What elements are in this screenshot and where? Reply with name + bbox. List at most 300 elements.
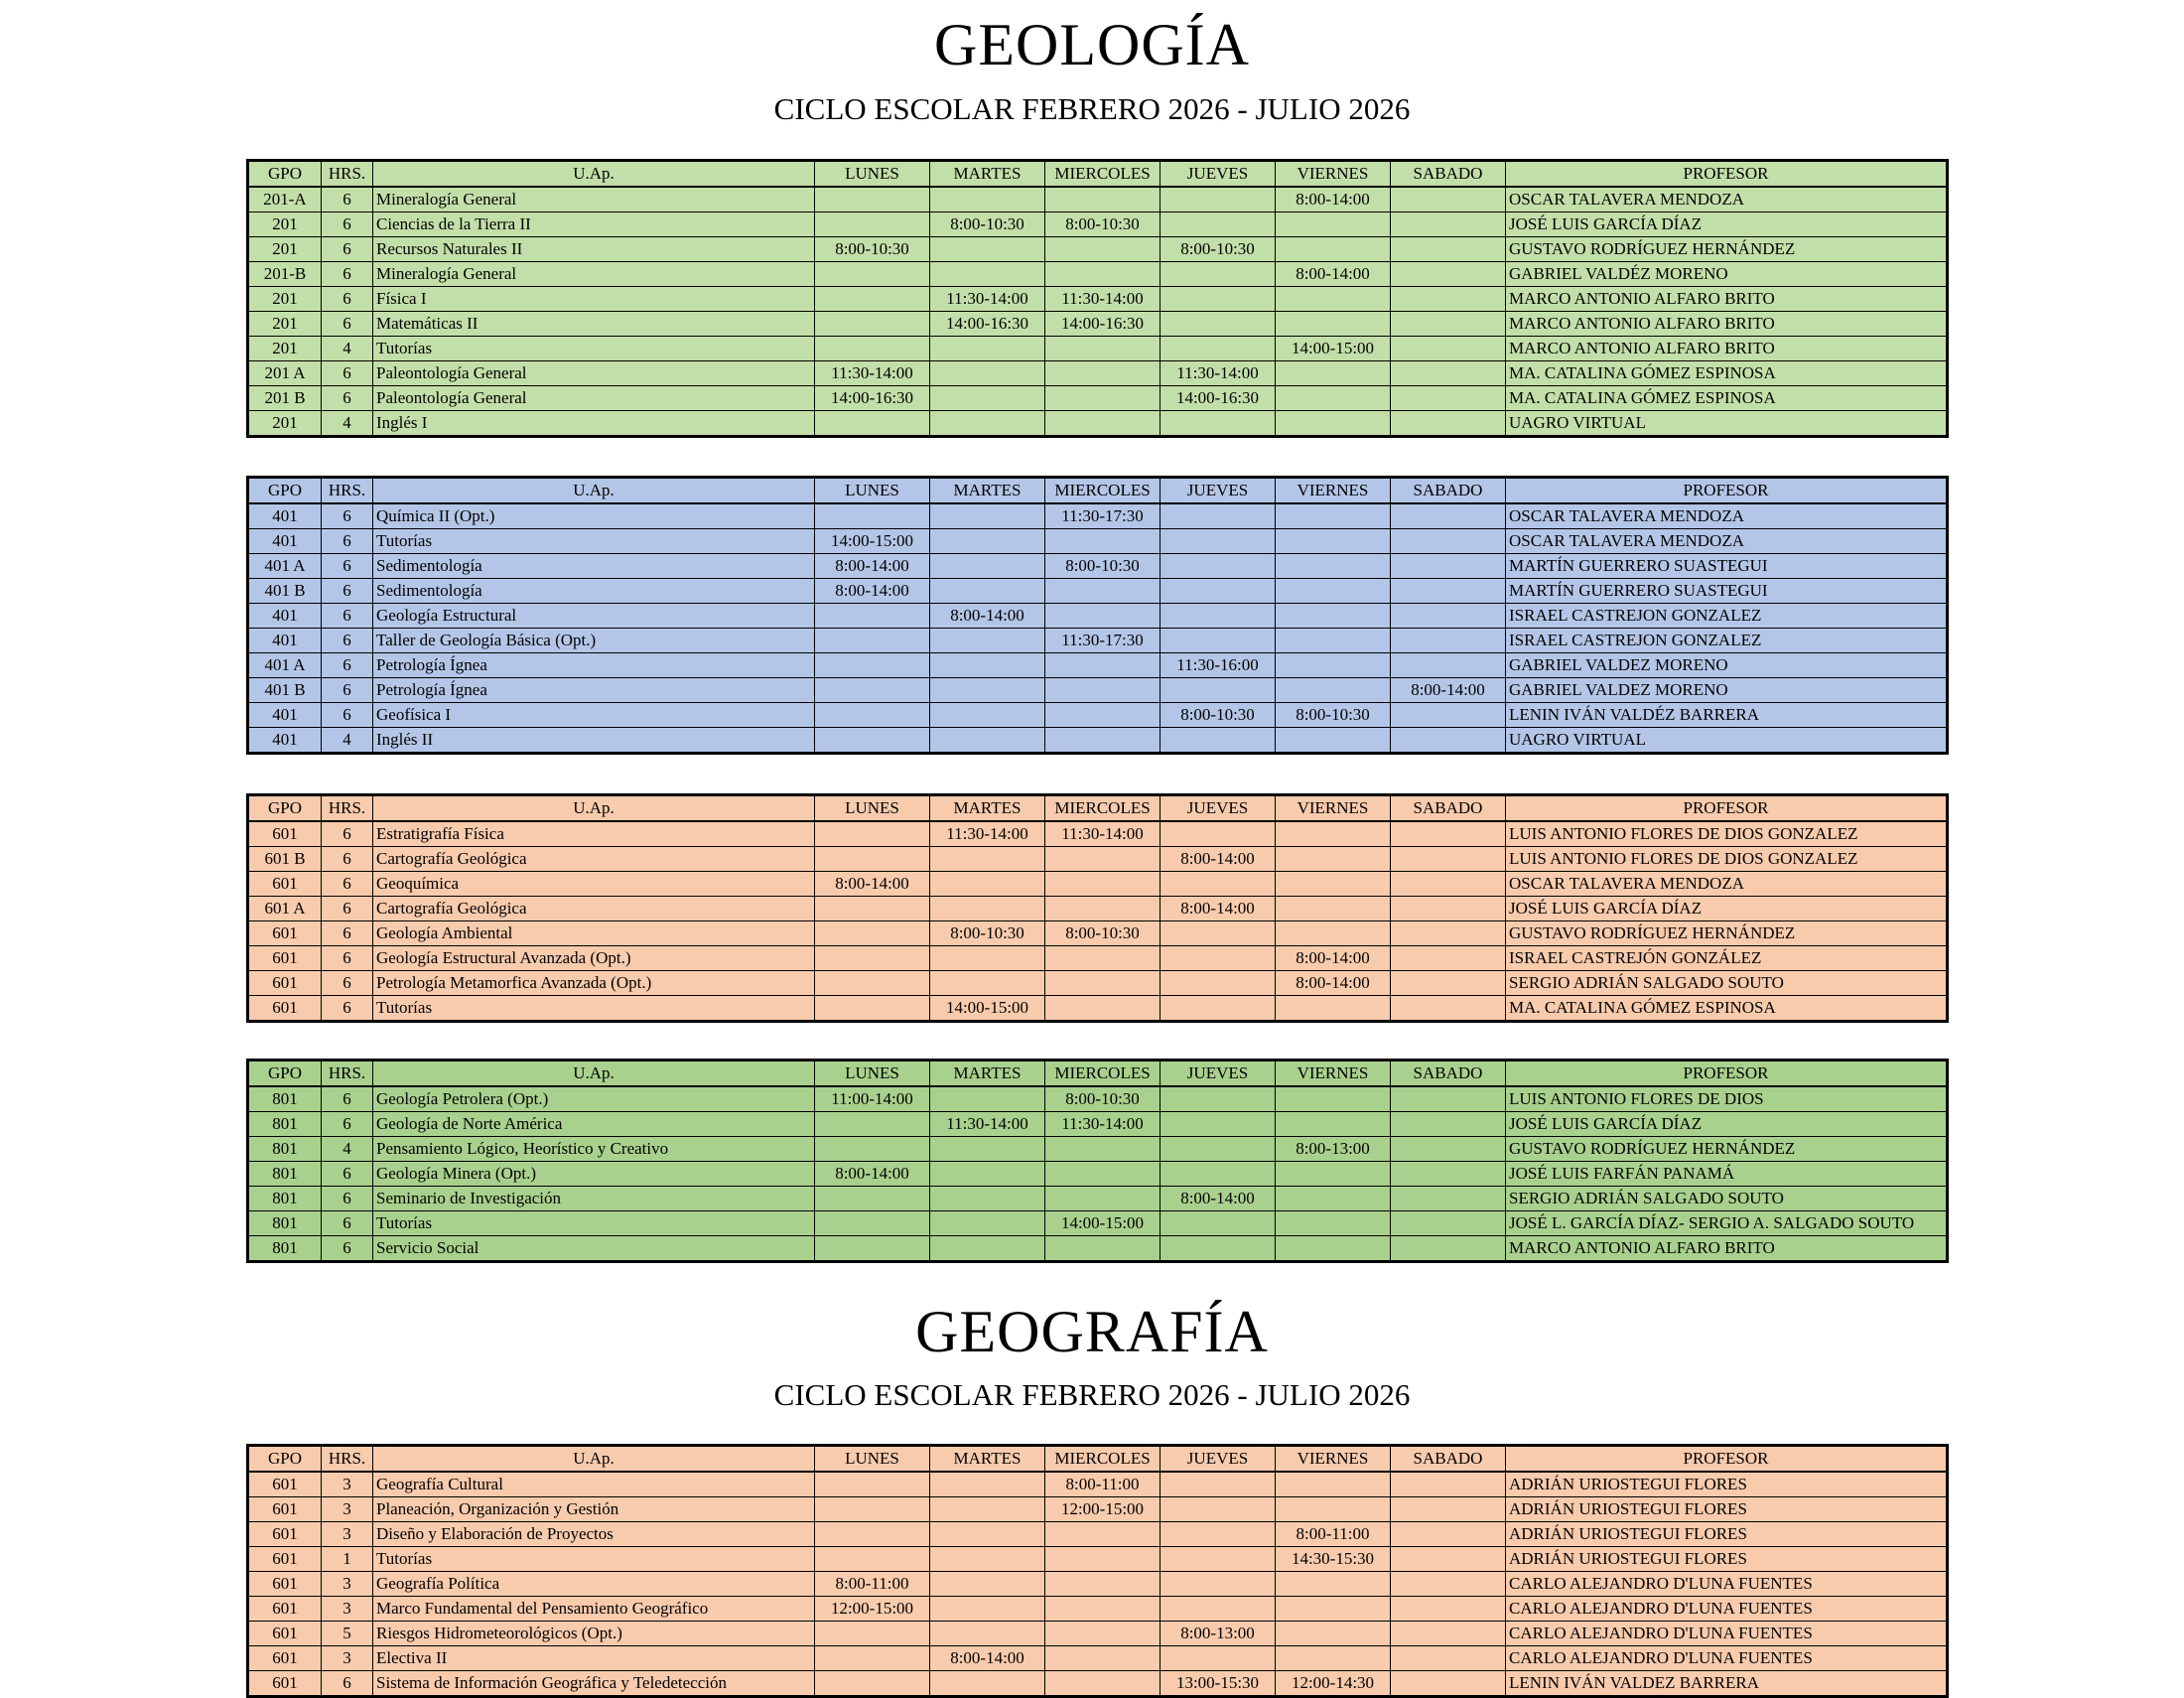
cell-thursday — [1160, 337, 1276, 361]
cell-monday: 8:00-14:00 — [815, 579, 930, 604]
header-row — [248, 795, 1948, 822]
table-row — [248, 287, 1948, 312]
table-row — [248, 1671, 1948, 1697]
cell-professor: OSCAR TALAVERA MENDOZA — [1506, 187, 1948, 212]
cell-friday — [1276, 1236, 1391, 1262]
header-row — [248, 161, 1948, 188]
cell-friday — [1276, 1187, 1391, 1211]
cell-saturday — [1391, 653, 1506, 678]
cell-wednesday — [1045, 1597, 1160, 1622]
cell-hours: 3 — [322, 1472, 373, 1497]
header-friday: VIERNES — [1276, 478, 1391, 504]
table-row — [248, 1597, 1948, 1622]
cell-monday — [815, 1671, 930, 1697]
cell-professor: CARLO ALEJANDRO D'LUNA FUENTES — [1506, 1597, 1948, 1622]
cell-tuesday — [930, 1236, 1045, 1262]
cell-tuesday: 11:30-14:00 — [930, 287, 1045, 312]
cell-tuesday — [930, 503, 1045, 529]
cell-friday — [1276, 1086, 1391, 1112]
cell-tuesday — [930, 386, 1045, 411]
cell-hours: 6 — [322, 212, 373, 237]
cell-wednesday — [1045, 529, 1160, 554]
cell-professor: ISRAEL CASTREJÓN GONZÁLEZ — [1506, 946, 1948, 971]
cell-thursday — [1160, 971, 1276, 996]
header-monday: LUNES — [815, 1446, 930, 1473]
cell-tuesday: 8:00-10:30 — [930, 212, 1045, 237]
cell-saturday — [1391, 921, 1506, 946]
cell-monday: 8:00-14:00 — [815, 1162, 930, 1187]
cell-friday — [1276, 1497, 1391, 1522]
cell-wednesday: 8:00-11:00 — [1045, 1472, 1160, 1497]
cell-hours: 6 — [322, 579, 373, 604]
cell-course: Petrología Ígnea — [373, 678, 815, 703]
cell-hours: 6 — [322, 946, 373, 971]
cell-wednesday — [1045, 262, 1160, 287]
cell-group: 201-B — [248, 262, 322, 287]
cell-tuesday — [930, 1187, 1045, 1211]
cell-thursday: 11:30-16:00 — [1160, 653, 1276, 678]
cell-saturday — [1391, 604, 1506, 629]
cell-thursday — [1160, 411, 1276, 437]
cell-wednesday — [1045, 897, 1160, 921]
header-tuesday: MARTES — [930, 1446, 1045, 1473]
cell-group: 601 B — [248, 847, 322, 872]
cell-saturday — [1391, 629, 1506, 653]
table-row — [248, 996, 1948, 1022]
cell-tuesday — [930, 554, 1045, 579]
cell-hours: 6 — [322, 187, 373, 212]
cell-group: 601 A — [248, 897, 322, 921]
header-row — [248, 1446, 1948, 1473]
cell-wednesday — [1045, 1646, 1160, 1671]
schedule-table-geografia-601 — [246, 1444, 1949, 1698]
header-saturday: SABADO — [1391, 1446, 1506, 1473]
cell-friday — [1276, 653, 1391, 678]
cell-thursday: 8:00-10:30 — [1160, 237, 1276, 262]
cell-monday — [815, 287, 930, 312]
cell-friday: 14:00-15:00 — [1276, 337, 1391, 361]
cell-saturday — [1391, 1472, 1506, 1497]
cell-hours: 4 — [322, 337, 373, 361]
cell-saturday — [1391, 703, 1506, 728]
cell-hours: 4 — [322, 728, 373, 754]
cell-thursday — [1160, 921, 1276, 946]
cell-course: Geofísica I — [373, 703, 815, 728]
cell-tuesday — [930, 728, 1045, 754]
table-row — [248, 604, 1948, 629]
cell-course: Geología Estructural Avanzada (Opt.) — [373, 946, 815, 971]
cell-friday: 8:00-14:00 — [1276, 262, 1391, 287]
cell-saturday — [1391, 287, 1506, 312]
cell-professor: LUIS ANTONIO FLORES DE DIOS GONZALEZ — [1506, 847, 1948, 872]
schedule-table-geologia-601 — [246, 793, 1949, 1023]
header-saturday: SABADO — [1391, 795, 1506, 822]
cell-friday — [1276, 847, 1391, 872]
cell-saturday — [1391, 1522, 1506, 1547]
cell-monday: 8:00-11:00 — [815, 1572, 930, 1597]
cell-thursday — [1160, 554, 1276, 579]
header-group: GPO — [248, 161, 322, 188]
cell-tuesday — [930, 1622, 1045, 1646]
cell-hours: 6 — [322, 529, 373, 554]
cell-monday — [815, 312, 930, 337]
cell-tuesday: 8:00-10:30 — [930, 921, 1045, 946]
table-row — [248, 1547, 1948, 1572]
cell-hours: 6 — [322, 1112, 373, 1137]
cell-monday — [815, 996, 930, 1022]
cell-wednesday — [1045, 1622, 1160, 1646]
cell-group: 601 — [248, 1497, 322, 1522]
cell-thursday — [1160, 629, 1276, 653]
header-group: GPO — [248, 1446, 322, 1473]
cell-wednesday: 11:30-14:00 — [1045, 821, 1160, 847]
cell-course: Estratigrafía Física — [373, 821, 815, 847]
cell-thursday — [1160, 579, 1276, 604]
header-group: GPO — [248, 478, 322, 504]
cell-hours: 3 — [322, 1497, 373, 1522]
table-row — [248, 1522, 1948, 1547]
cell-tuesday — [930, 237, 1045, 262]
cell-tuesday: 8:00-14:00 — [930, 604, 1045, 629]
cell-group: 601 — [248, 821, 322, 847]
header-tuesday: MARTES — [930, 795, 1045, 822]
table-row — [248, 1086, 1948, 1112]
cell-wednesday — [1045, 1572, 1160, 1597]
cell-course: Tutorías — [373, 1211, 815, 1236]
cell-saturday — [1391, 312, 1506, 337]
header-monday: LUNES — [815, 161, 930, 188]
schedule-table-geologia-801 — [246, 1059, 1949, 1263]
cell-tuesday — [930, 1497, 1045, 1522]
cell-course: Sistema de Información Geográfica y Teledetección — [373, 1671, 815, 1697]
cell-thursday — [1160, 312, 1276, 337]
table-row — [248, 946, 1948, 971]
cell-professor: MARTÍN GUERRERO SUASTEGUI — [1506, 554, 1948, 579]
cell-monday: 8:00-10:30 — [815, 237, 930, 262]
cell-course: Tutorías — [373, 529, 815, 554]
table-row — [248, 579, 1948, 604]
header-course: U.Ap. — [373, 1446, 815, 1473]
cell-thursday — [1160, 821, 1276, 847]
cell-thursday: 8:00-13:00 — [1160, 1622, 1276, 1646]
cell-group: 401 — [248, 604, 322, 629]
cell-monday — [815, 821, 930, 847]
cell-tuesday — [930, 187, 1045, 212]
header-course: U.Ap. — [373, 1061, 815, 1087]
table-row — [248, 312, 1948, 337]
cell-thursday — [1160, 1497, 1276, 1522]
cell-saturday — [1391, 1671, 1506, 1697]
cell-wednesday — [1045, 386, 1160, 411]
cell-monday: 14:00-15:00 — [815, 529, 930, 554]
cell-tuesday — [930, 1547, 1045, 1572]
cell-wednesday — [1045, 1137, 1160, 1162]
cell-thursday — [1160, 1472, 1276, 1497]
cell-group: 201 — [248, 237, 322, 262]
cell-course: Diseño y Elaboración de Proyectos — [373, 1522, 815, 1547]
cell-thursday — [1160, 1547, 1276, 1572]
cell-friday: 8:00-10:30 — [1276, 703, 1391, 728]
cell-friday — [1276, 728, 1391, 754]
cell-thursday: 11:30-14:00 — [1160, 361, 1276, 386]
cell-thursday — [1160, 212, 1276, 237]
cell-group: 401 A — [248, 653, 322, 678]
cell-thursday — [1160, 872, 1276, 897]
cell-tuesday — [930, 1522, 1045, 1547]
cell-saturday — [1391, 946, 1506, 971]
schedule-table-geologia-201 — [246, 159, 1949, 438]
cell-course: Tutorías — [373, 1547, 815, 1572]
cell-saturday — [1391, 262, 1506, 287]
cell-course: Geología Minera (Opt.) — [373, 1162, 815, 1187]
cell-wednesday — [1045, 237, 1160, 262]
cell-monday — [815, 678, 930, 703]
cell-thursday — [1160, 1522, 1276, 1547]
cell-saturday — [1391, 728, 1506, 754]
cell-hours: 6 — [322, 996, 373, 1022]
cell-tuesday — [930, 1597, 1045, 1622]
table-row — [248, 872, 1948, 897]
cell-monday — [815, 847, 930, 872]
cell-friday — [1276, 579, 1391, 604]
table-row — [248, 386, 1948, 411]
cell-wednesday — [1045, 411, 1160, 437]
cell-hours: 6 — [322, 312, 373, 337]
subtitle-geografia: CICLO ESCOLAR FEBRERO 2026 - JULIO 2026 — [773, 1377, 1411, 1412]
cell-friday: 8:00-14:00 — [1276, 946, 1391, 971]
cell-tuesday: 14:00-16:30 — [930, 312, 1045, 337]
table-row — [248, 262, 1948, 287]
cell-professor: MARTÍN GUERRERO SUASTEGUI — [1506, 579, 1948, 604]
cell-group: 601 — [248, 1572, 322, 1597]
cell-tuesday: 11:30-14:00 — [930, 1112, 1045, 1137]
table-row — [248, 921, 1948, 946]
cell-wednesday — [1045, 1162, 1160, 1187]
cell-group: 601 — [248, 921, 322, 946]
cell-friday — [1276, 604, 1391, 629]
cell-thursday — [1160, 728, 1276, 754]
cell-course: Química II (Opt.) — [373, 503, 815, 529]
cell-group: 601 — [248, 1522, 322, 1547]
cell-hours: 6 — [322, 678, 373, 703]
cell-monday — [815, 728, 930, 754]
cell-wednesday — [1045, 604, 1160, 629]
cell-hours: 6 — [322, 237, 373, 262]
cell-tuesday: 8:00-14:00 — [930, 1646, 1045, 1671]
cell-saturday — [1391, 1162, 1506, 1187]
cell-wednesday — [1045, 996, 1160, 1022]
cell-course: Petrología Ígnea — [373, 653, 815, 678]
cell-wednesday: 11:30-14:00 — [1045, 1112, 1160, 1137]
cell-thursday — [1160, 946, 1276, 971]
cell-friday — [1276, 921, 1391, 946]
cell-friday — [1276, 872, 1391, 897]
cell-thursday — [1160, 503, 1276, 529]
cell-friday — [1276, 1646, 1391, 1671]
cell-professor: OSCAR TALAVERA MENDOZA — [1506, 503, 1948, 529]
cell-monday — [815, 604, 930, 629]
cell-wednesday: 11:30-17:30 — [1045, 629, 1160, 653]
cell-tuesday — [930, 411, 1045, 437]
cell-monday: 14:00-16:30 — [815, 386, 930, 411]
cell-tuesday: 11:30-14:00 — [930, 821, 1045, 847]
cell-professor: LUIS ANTONIO FLORES DE DIOS GONZALEZ — [1506, 821, 1948, 847]
cell-friday — [1276, 554, 1391, 579]
cell-hours: 6 — [322, 629, 373, 653]
cell-course: Matemáticas II — [373, 312, 815, 337]
table-row — [248, 1472, 1948, 1497]
cell-professor: MA. CATALINA GÓMEZ ESPINOSA — [1506, 361, 1948, 386]
cell-monday — [815, 653, 930, 678]
cell-professor: ADRIÁN URIOSTEGUI FLORES — [1506, 1497, 1948, 1522]
cell-wednesday: 14:00-15:00 — [1045, 1211, 1160, 1236]
cell-friday: 8:00-13:00 — [1276, 1137, 1391, 1162]
cell-saturday — [1391, 212, 1506, 237]
cell-wednesday: 8:00-10:30 — [1045, 554, 1160, 579]
cell-hours: 6 — [322, 1162, 373, 1187]
cell-saturday — [1391, 1572, 1506, 1597]
header-hours: HRS. — [322, 161, 373, 188]
header-tuesday: MARTES — [930, 1061, 1045, 1087]
cell-group: 601 — [248, 872, 322, 897]
title-geografia: GEOGRAFÍA — [915, 1299, 1269, 1364]
cell-group: 801 — [248, 1211, 322, 1236]
cell-wednesday — [1045, 1187, 1160, 1211]
cell-friday — [1276, 996, 1391, 1022]
cell-saturday — [1391, 1236, 1506, 1262]
cell-group: 201 A — [248, 361, 322, 386]
cell-friday — [1276, 1572, 1391, 1597]
cell-course: Paleontología General — [373, 361, 815, 386]
table-row — [248, 821, 1948, 847]
cell-course: Planeación, Organización y Gestión — [373, 1497, 815, 1522]
cell-group: 801 — [248, 1137, 322, 1162]
cell-tuesday — [930, 529, 1045, 554]
cell-course: Tutorías — [373, 996, 815, 1022]
table-row — [248, 1497, 1948, 1522]
cell-group: 601 — [248, 1597, 322, 1622]
cell-course: Seminario de Investigación — [373, 1187, 815, 1211]
cell-monday — [815, 1622, 930, 1646]
cell-saturday — [1391, 1112, 1506, 1137]
cell-group: 601 — [248, 1472, 322, 1497]
cell-professor: ADRIÁN URIOSTEGUI FLORES — [1506, 1547, 1948, 1572]
cell-saturday — [1391, 1086, 1506, 1112]
cell-course: Ciencias de la Tierra II — [373, 212, 815, 237]
cell-friday: 14:30-15:30 — [1276, 1547, 1391, 1572]
header-friday: VIERNES — [1276, 1061, 1391, 1087]
cell-tuesday — [930, 579, 1045, 604]
cell-thursday — [1160, 1597, 1276, 1622]
cell-wednesday: 8:00-10:30 — [1045, 1086, 1160, 1112]
cell-thursday — [1160, 1236, 1276, 1262]
cell-hours: 5 — [322, 1622, 373, 1646]
header-course: U.Ap. — [373, 478, 815, 504]
cell-saturday — [1391, 1547, 1506, 1572]
header-hours: HRS. — [322, 478, 373, 504]
cell-friday: 8:00-11:00 — [1276, 1522, 1391, 1547]
table-row — [248, 847, 1948, 872]
cell-group: 601 — [248, 1622, 322, 1646]
cell-group: 401 A — [248, 554, 322, 579]
header-wednesday: MIERCOLES — [1045, 795, 1160, 822]
cell-group: 401 — [248, 529, 322, 554]
cell-professor: MARCO ANTONIO ALFARO BRITO — [1506, 337, 1948, 361]
cell-saturday — [1391, 554, 1506, 579]
cell-hours: 6 — [322, 1086, 373, 1112]
cell-thursday — [1160, 1112, 1276, 1137]
cell-group: 401 — [248, 503, 322, 529]
cell-saturday — [1391, 1622, 1506, 1646]
cell-group: 401 — [248, 629, 322, 653]
cell-wednesday: 12:00-15:00 — [1045, 1497, 1160, 1522]
cell-hours: 6 — [322, 262, 373, 287]
header-course: U.Ap. — [373, 161, 815, 188]
cell-group: 601 — [248, 1547, 322, 1572]
cell-thursday: 8:00-14:00 — [1160, 1187, 1276, 1211]
cell-monday — [815, 503, 930, 529]
cell-monday — [815, 971, 930, 996]
table-row — [248, 678, 1948, 703]
cell-tuesday — [930, 1472, 1045, 1497]
cell-monday: 11:00-14:00 — [815, 1086, 930, 1112]
cell-wednesday — [1045, 703, 1160, 728]
cell-professor: MARCO ANTONIO ALFARO BRITO — [1506, 1236, 1948, 1262]
cell-course: Mineralogía General — [373, 187, 815, 212]
header-monday: LUNES — [815, 795, 930, 822]
cell-course: Taller de Geología Básica (Opt.) — [373, 629, 815, 653]
cell-monday — [815, 1211, 930, 1236]
table-row — [248, 1162, 1948, 1187]
cell-professor: OSCAR TALAVERA MENDOZA — [1506, 529, 1948, 554]
cell-hours: 3 — [322, 1522, 373, 1547]
cell-wednesday: 11:30-14:00 — [1045, 287, 1160, 312]
cell-group: 601 — [248, 996, 322, 1022]
cell-wednesday — [1045, 1236, 1160, 1262]
cell-course: Riesgos Hidrometeorológicos (Opt.) — [373, 1622, 815, 1646]
header-professor: PROFESOR — [1506, 795, 1948, 822]
cell-course: Física I — [373, 287, 815, 312]
cell-professor: ADRIÁN URIOSTEGUI FLORES — [1506, 1522, 1948, 1547]
cell-group: 201 — [248, 411, 322, 437]
cell-group: 801 — [248, 1112, 322, 1137]
cell-monday: 8:00-14:00 — [815, 872, 930, 897]
cell-course: Geología Petrolera (Opt.) — [373, 1086, 815, 1112]
cell-professor: LENIN IVÁN VALDÉZ BARRERA — [1506, 703, 1948, 728]
cell-monday — [815, 212, 930, 237]
cell-monday — [815, 1646, 930, 1671]
cell-course: Mineralogía General — [373, 262, 815, 287]
header-thursday: JUEVES — [1160, 1446, 1276, 1473]
cell-thursday — [1160, 678, 1276, 703]
cell-course: Electiva II — [373, 1646, 815, 1671]
cell-tuesday — [930, 1137, 1045, 1162]
cell-professor: JOSÉ LUIS FARFÁN PANAMÁ — [1506, 1162, 1948, 1187]
cell-saturday — [1391, 529, 1506, 554]
cell-professor: ISRAEL CASTREJON GONZALEZ — [1506, 629, 1948, 653]
cell-tuesday — [930, 1572, 1045, 1597]
header-monday: LUNES — [815, 1061, 930, 1087]
cell-saturday — [1391, 503, 1506, 529]
cell-friday — [1276, 237, 1391, 262]
cell-wednesday — [1045, 653, 1160, 678]
cell-saturday — [1391, 821, 1506, 847]
cell-professor: SERGIO ADRIÁN SALGADO SOUTO — [1506, 1187, 1948, 1211]
cell-tuesday — [930, 1086, 1045, 1112]
cell-wednesday — [1045, 579, 1160, 604]
cell-hours: 1 — [322, 1547, 373, 1572]
schedule-table-geologia-401 — [246, 476, 1949, 755]
